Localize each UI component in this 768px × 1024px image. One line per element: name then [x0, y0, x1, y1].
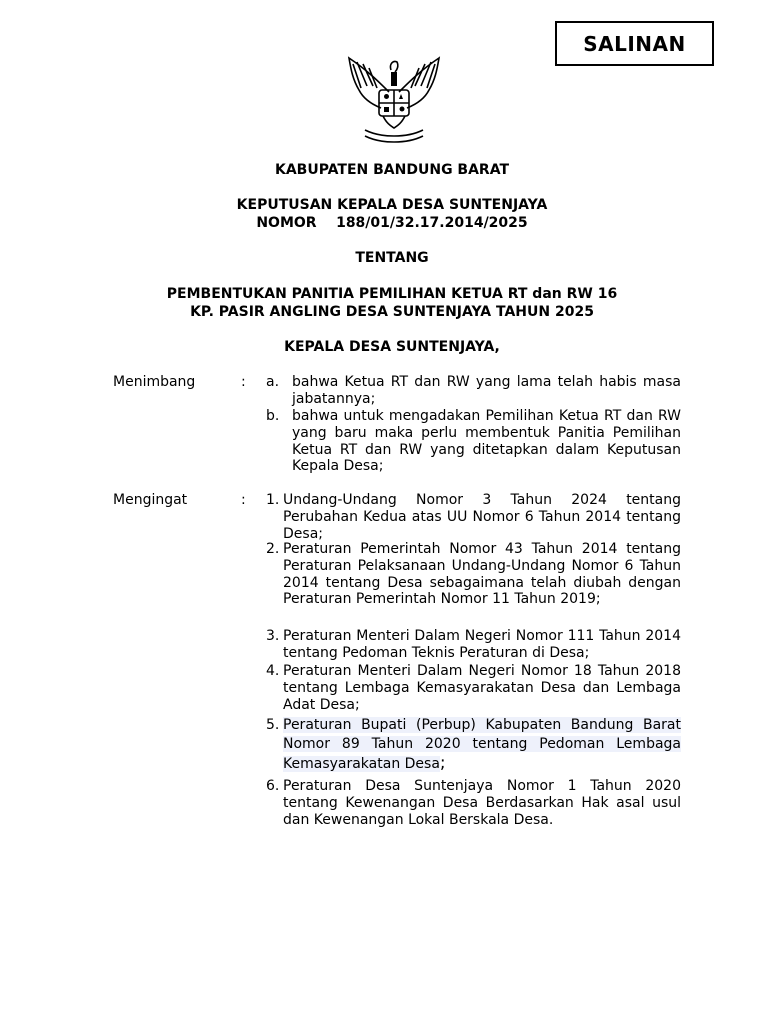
- list-marker: 4.: [266, 663, 280, 679]
- about-heading: TENTANG: [355, 250, 429, 266]
- mengingat-item-6: [266, 778, 681, 828]
- mengingat-label: Mengingat: [113, 492, 188, 508]
- list-marker: 5.: [266, 717, 280, 733]
- mengingat-item-5: [266, 716, 681, 774]
- list-item-text: [283, 716, 681, 774]
- mengingat-item-1: [266, 492, 681, 542]
- subject-line-2: KP. PASIR ANGLING DESA SUNTENJAYA TAHUN 2025: [190, 304, 594, 320]
- official-heading: KEPALA DESA SUNTENJAYA,: [284, 339, 500, 355]
- list-marker: 1.: [266, 492, 280, 508]
- mengingat-item-2: [266, 541, 681, 608]
- salinan-stamp: SALINAN: [555, 21, 714, 66]
- list-marker: a.: [266, 374, 280, 390]
- mengingat-item-4: [266, 663, 681, 713]
- mengingat-colon: :: [241, 492, 246, 508]
- list-item-text: Undang-Undang Nomor 3 Tahun 2024 tentang Perubahan Kedua atas UU Nomor 6 Tahun 2014 tentang Desa;: [283, 492, 681, 542]
- item-suffix: ;: [439, 753, 446, 773]
- garuda-emblem-icon: [341, 52, 447, 144]
- highlighted-text: Peraturan Bupati (Perbup) Kabupaten Bandung Barat Nomor 89 Tahun 2020 tentang Pedoman Lembaga Kemasyarakatan Desa: [283, 717, 681, 772]
- menimbang-label: Menimbang: [113, 374, 196, 390]
- list-item-text: Peraturan Menteri Dalam Negeri Nomor 18 Tahun 2018 tentang Lembaga Kemasyarakatan Desa dan Lembaga Adat Desa;: [283, 663, 681, 713]
- list-marker: 2.: [266, 541, 280, 557]
- menimbang-colon: :: [241, 374, 246, 390]
- list-item-text: Peraturan Menteri Dalam Negeri Nomor 111 Tahun 2014 tentang Pedoman Teknis Peraturan di Desa;: [283, 628, 681, 661]
- menimbang-item-b: [266, 408, 681, 475]
- menimbang-item-a: [266, 374, 681, 408]
- decree-title: KEPUTUSAN KEPALA DESA SUNTENJAYA: [236, 197, 548, 213]
- list-marker: 6.: [266, 778, 280, 794]
- regency-heading: KABUPATEN BANDUNG BARAT: [274, 162, 510, 178]
- list-item-text: Peraturan Desa Suntenjaya Nomor 1 Tahun 2020 tentang Kewenangan Desa Berdasarkan Hak asal usul dan Kewenangan Lokal Berskala Desa.: [283, 778, 681, 828]
- list-item-text: Peraturan Pemerintah Nomor 43 Tahun 2014 tentang Peraturan Pelaksanaan Undang-Undang Nomor 6 Tahun 2014 tentang Desa sebagaimana telah diubah dengan Peraturan Pemerintah Nomor 11 Tahun 2019;: [283, 541, 681, 608]
- decree-number: NOMOR 188/01/32.17.2014/2025: [256, 215, 528, 231]
- subject-line-1: PEMBENTUKAN PANITIA PEMILIHAN KETUA RT dan RW 16: [166, 286, 618, 302]
- list-marker: b.: [266, 408, 280, 424]
- mengingat-item-3: [266, 628, 681, 662]
- list-marker: 3.: [266, 628, 280, 644]
- list-item-text: bahwa untuk mengadakan Pemilihan Ketua RT dan RW yang baru maka perlu membentuk Panitia Pemilihan Ketua RT dan RW yang ditetapkan dalam Keputusan Kepala Desa;: [292, 408, 681, 475]
- list-item-text: bahwa Ketua RT dan RW yang lama telah habis masa jabatannya;: [292, 374, 681, 407]
